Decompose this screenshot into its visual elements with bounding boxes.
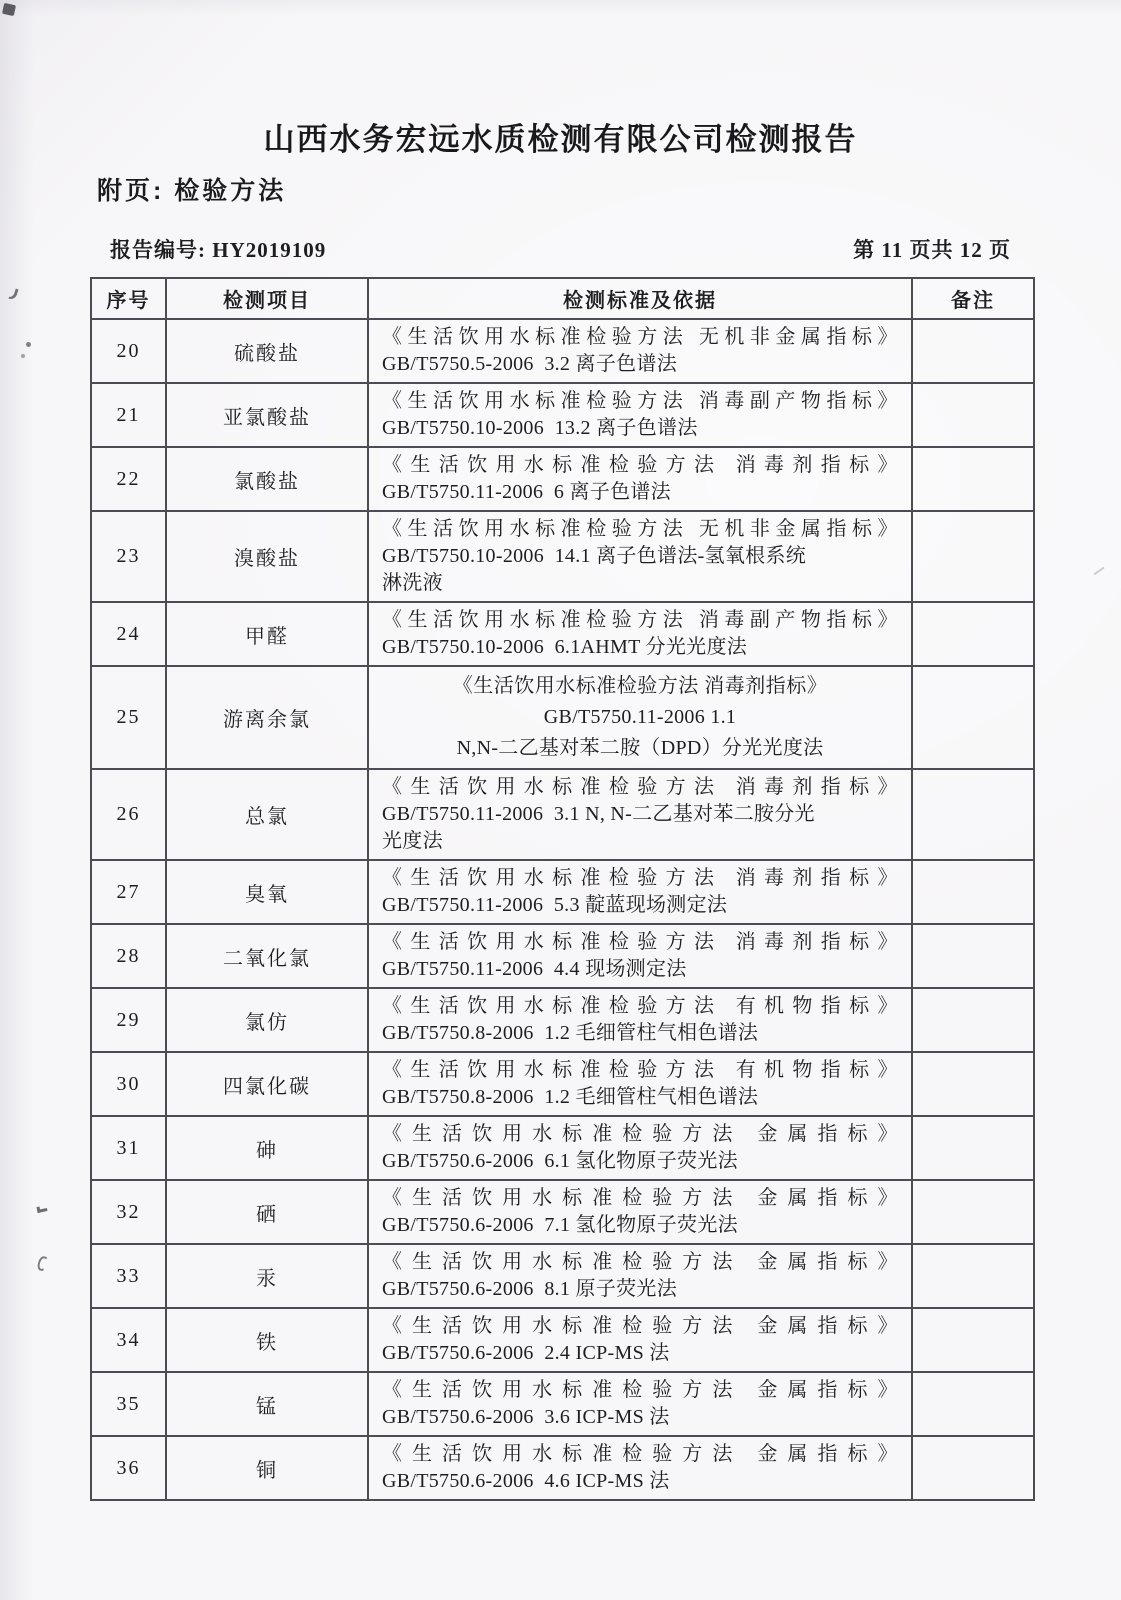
row-index-cell: 20: [91, 319, 166, 383]
table-row: [91, 319, 1034, 383]
standard-title-line: 《生活饮用水标准检验方法 消毒剂指标》: [382, 454, 898, 476]
scan-artifact-mark: [8, 287, 18, 301]
standard-method-line: GB/T5750.11-2006 3.1 N, N-二乙基对苯二胺分光: [382, 803, 815, 825]
table-row: [91, 1116, 1034, 1180]
standard-method-line: GB/T5750.6-2006 4.6 ICP-MS 法: [382, 1470, 670, 1492]
standard-title-line: 《生活饮用水标准检验方法 金属指标》: [382, 1123, 898, 1145]
row-index-cell: 33: [91, 1244, 166, 1308]
standard-method-line: GB/T5750.10-2006 6.1AHMT 分光光度法: [382, 636, 748, 658]
standard-cell: [368, 447, 912, 511]
standard-method-line: 光度法: [382, 830, 443, 852]
header-row: [91, 278, 1034, 319]
table-row: [91, 383, 1034, 447]
row-index-cell: 21: [91, 383, 166, 447]
standard-method-line: GB/T5750.10-2006 14.1 离子色谱法-氢氧根系统: [382, 545, 807, 567]
test-item-cell: 臭氧: [166, 860, 368, 924]
standard-method-line: GB/T5750.11-2006 1.1: [543, 706, 737, 728]
scan-artifact-corner: [2, 3, 16, 16]
standard-title-line: 《生活饮用水标准检验方法 消毒副产物指标》: [382, 609, 898, 631]
test-item-cell: 铜: [166, 1436, 368, 1500]
test-item-cell: 甲醛: [166, 602, 368, 666]
table-row: [91, 511, 1034, 602]
row-index-cell: 35: [91, 1372, 166, 1436]
standard-cell: [368, 602, 912, 666]
table-row: [91, 447, 1034, 511]
standard-method-line: GB/T5750.11-2006 4.4 现场测定法: [382, 958, 687, 980]
row-index-cell: 28: [91, 924, 166, 988]
row-index-cell: 24: [91, 602, 166, 666]
page-title: 山西水务宏远水质检测有限公司检测报告: [263, 122, 858, 157]
remark-cell: [912, 1244, 1034, 1308]
header-cell-no: 序号: [91, 278, 166, 319]
remark-cell: [912, 924, 1034, 988]
standard-title-line: 《生活饮用水标准检验方法 消毒副产物指标》: [382, 390, 898, 412]
standard-method-line: GB/T5750.6-2006 8.1 原子荧光法: [382, 1278, 678, 1300]
standard-method-line: GB/T5750.10-2006 13.2 离子色谱法: [382, 417, 698, 439]
standard-method-line: GB/T5750.6-2006 3.6 ICP-MS 法: [382, 1406, 670, 1428]
standard-method-line: GB/T5750.11-2006 5.3 靛蓝现场测定法: [382, 894, 728, 916]
scan-artifact-scratch: [1094, 567, 1105, 576]
test-item-cell: 二氧化氯: [166, 924, 368, 988]
standard-cell: [368, 511, 912, 602]
standard-method-line: GB/T5750.6-2006 6.1 氢化物原子荧光法: [382, 1150, 738, 1172]
remark-cell: [912, 988, 1034, 1052]
test-item-cell: 铁: [166, 1308, 368, 1372]
standard-cell: [368, 1372, 912, 1436]
standard-method-line: N,N-二乙基对苯二胺（DPD）分光光度法: [456, 737, 824, 759]
meta-line: [110, 234, 1011, 264]
standard-title-line: 《生活饮用水标准检验方法 消毒剂指标》: [382, 867, 898, 889]
table-row: [91, 924, 1034, 988]
standard-title-line: 《生活饮用水标准检验方法 金属指标》: [382, 1251, 898, 1273]
test-item-cell: 氯酸盐: [166, 447, 368, 511]
standard-method-line: GB/T5750.5-2006 3.2 离子色谱法: [382, 353, 678, 375]
remark-cell: [912, 447, 1034, 511]
standard-title-line: 《生活饮用水标准检验方法 无机非金属指标》: [382, 326, 898, 348]
standard-cell: [368, 988, 912, 1052]
standard-title-line: 《生活饮用水标准检验方法 消毒剂指标》: [452, 675, 828, 697]
remark-cell: [912, 319, 1034, 383]
test-item-cell: 四氯化碳: [166, 1052, 368, 1116]
standard-title-line: 《生活饮用水标准检验方法 金属指标》: [382, 1443, 898, 1465]
standard-title-line: 《生活饮用水标准检验方法 无机非金属指标》: [382, 518, 898, 540]
table-row: [91, 1244, 1034, 1308]
table-row: [91, 1372, 1034, 1436]
test-item-cell: 硫酸盐: [166, 319, 368, 383]
header-cell-item: 检测项目: [166, 278, 368, 319]
standard-title-line: 《生活饮用水标准检验方法 金属指标》: [382, 1187, 898, 1209]
remark-cell: [912, 1308, 1034, 1372]
row-index-cell: 31: [91, 1116, 166, 1180]
standard-cell: [368, 860, 912, 924]
standard-cell: [368, 1244, 912, 1308]
row-index-cell: 30: [91, 1052, 166, 1116]
test-item-cell: 溴酸盐: [166, 511, 368, 602]
standard-title-line: 《生活饮用水标准检验方法 有机物指标》: [382, 1059, 898, 1081]
standard-method-line: GB/T5750.6-2006 2.4 ICP-MS 法: [382, 1342, 670, 1364]
test-item-cell: 砷: [166, 1116, 368, 1180]
row-index-cell: 36: [91, 1436, 166, 1500]
methods-table-body: [91, 319, 1034, 1500]
standard-cell: [368, 383, 912, 447]
remark-cell: [912, 1052, 1034, 1116]
scan-artifact-speck: [21, 354, 25, 358]
table-row: [91, 1436, 1034, 1500]
standard-cell: [368, 1180, 912, 1244]
remark-cell: [912, 666, 1034, 769]
header-cell-standard: 检测标准及依据: [368, 278, 912, 319]
test-item-cell: 汞: [166, 1244, 368, 1308]
remark-cell: [912, 1180, 1034, 1244]
table-row: [91, 666, 1034, 769]
methods-table: [90, 277, 1035, 1501]
standard-title-line: 《生活饮用水标准检验方法 消毒剂指标》: [382, 931, 898, 953]
standard-cell: [368, 1052, 912, 1116]
scan-artifact-speck: [26, 342, 31, 347]
test-item-cell: 氯仿: [166, 988, 368, 1052]
table-row: [91, 860, 1034, 924]
table-row: [91, 602, 1034, 666]
standard-cell: [368, 1436, 912, 1500]
table-row: [91, 988, 1034, 1052]
remark-cell: [912, 383, 1034, 447]
scan-artifact-mark: [36, 1205, 47, 1213]
row-index-cell: 27: [91, 860, 166, 924]
scan-artifact-mark: [36, 1255, 48, 1272]
test-item-cell: 总氯: [166, 769, 368, 860]
standard-title-line: 《生活饮用水标准检验方法 金属指标》: [382, 1379, 898, 1401]
standard-method-line: GB/T5750.8-2006 1.2 毛细管柱气相色谱法: [382, 1086, 759, 1108]
standard-title-line: 《生活饮用水标准检验方法 消毒剂指标》: [382, 776, 898, 798]
standard-title-line: 《生活饮用水标准检验方法 有机物指标》: [382, 995, 898, 1017]
remark-cell: [912, 1436, 1034, 1500]
standard-title-line: 《生活饮用水标准检验方法 金属指标》: [382, 1315, 898, 1337]
standard-cell: [368, 319, 912, 383]
row-index-cell: 34: [91, 1308, 166, 1372]
standard-cell: [368, 769, 912, 860]
row-index-cell: 26: [91, 769, 166, 860]
test-item-cell: 硒: [166, 1180, 368, 1244]
test-item-cell: 锰: [166, 1372, 368, 1436]
attachment-subtitle: 附页: 检验方法: [97, 177, 287, 205]
table-row: [91, 1180, 1034, 1244]
header-cell-remark: 备注: [912, 278, 1034, 319]
row-index-cell: 32: [91, 1180, 166, 1244]
row-index-cell: 29: [91, 988, 166, 1052]
remark-cell: [912, 860, 1034, 924]
remark-cell: [912, 511, 1034, 602]
row-index-cell: 23: [91, 511, 166, 602]
remark-cell: [912, 769, 1034, 860]
row-index-cell: 22: [91, 447, 166, 511]
standard-method-line: GB/T5750.8-2006 1.2 毛细管柱气相色谱法: [382, 1022, 759, 1044]
report-number: 报告编号: HY2019109: [110, 238, 327, 262]
test-item-cell: 游离余氯: [166, 666, 368, 769]
remark-cell: [912, 602, 1034, 666]
standard-cell: [368, 924, 912, 988]
remark-cell: [912, 1116, 1034, 1180]
standard-method-line: GB/T5750.6-2006 7.1 氢化物原子荧光法: [382, 1214, 738, 1236]
methods-table-header: [91, 278, 1034, 319]
standard-cell: [368, 1308, 912, 1372]
table-row: [91, 1308, 1034, 1372]
test-item-cell: 亚氯酸盐: [166, 383, 368, 447]
standard-method-line: GB/T5750.11-2006 6 离子色谱法: [382, 481, 671, 503]
page-indicator: 第 11 页共 12 页: [853, 238, 1011, 262]
standard-cell: [368, 666, 912, 769]
standard-cell: [368, 1116, 912, 1180]
table-row: [91, 1052, 1034, 1116]
table-row: [91, 769, 1034, 860]
row-index-cell: 25: [91, 666, 166, 769]
remark-cell: [912, 1372, 1034, 1436]
standard-method-line: 淋洗液: [382, 572, 443, 594]
